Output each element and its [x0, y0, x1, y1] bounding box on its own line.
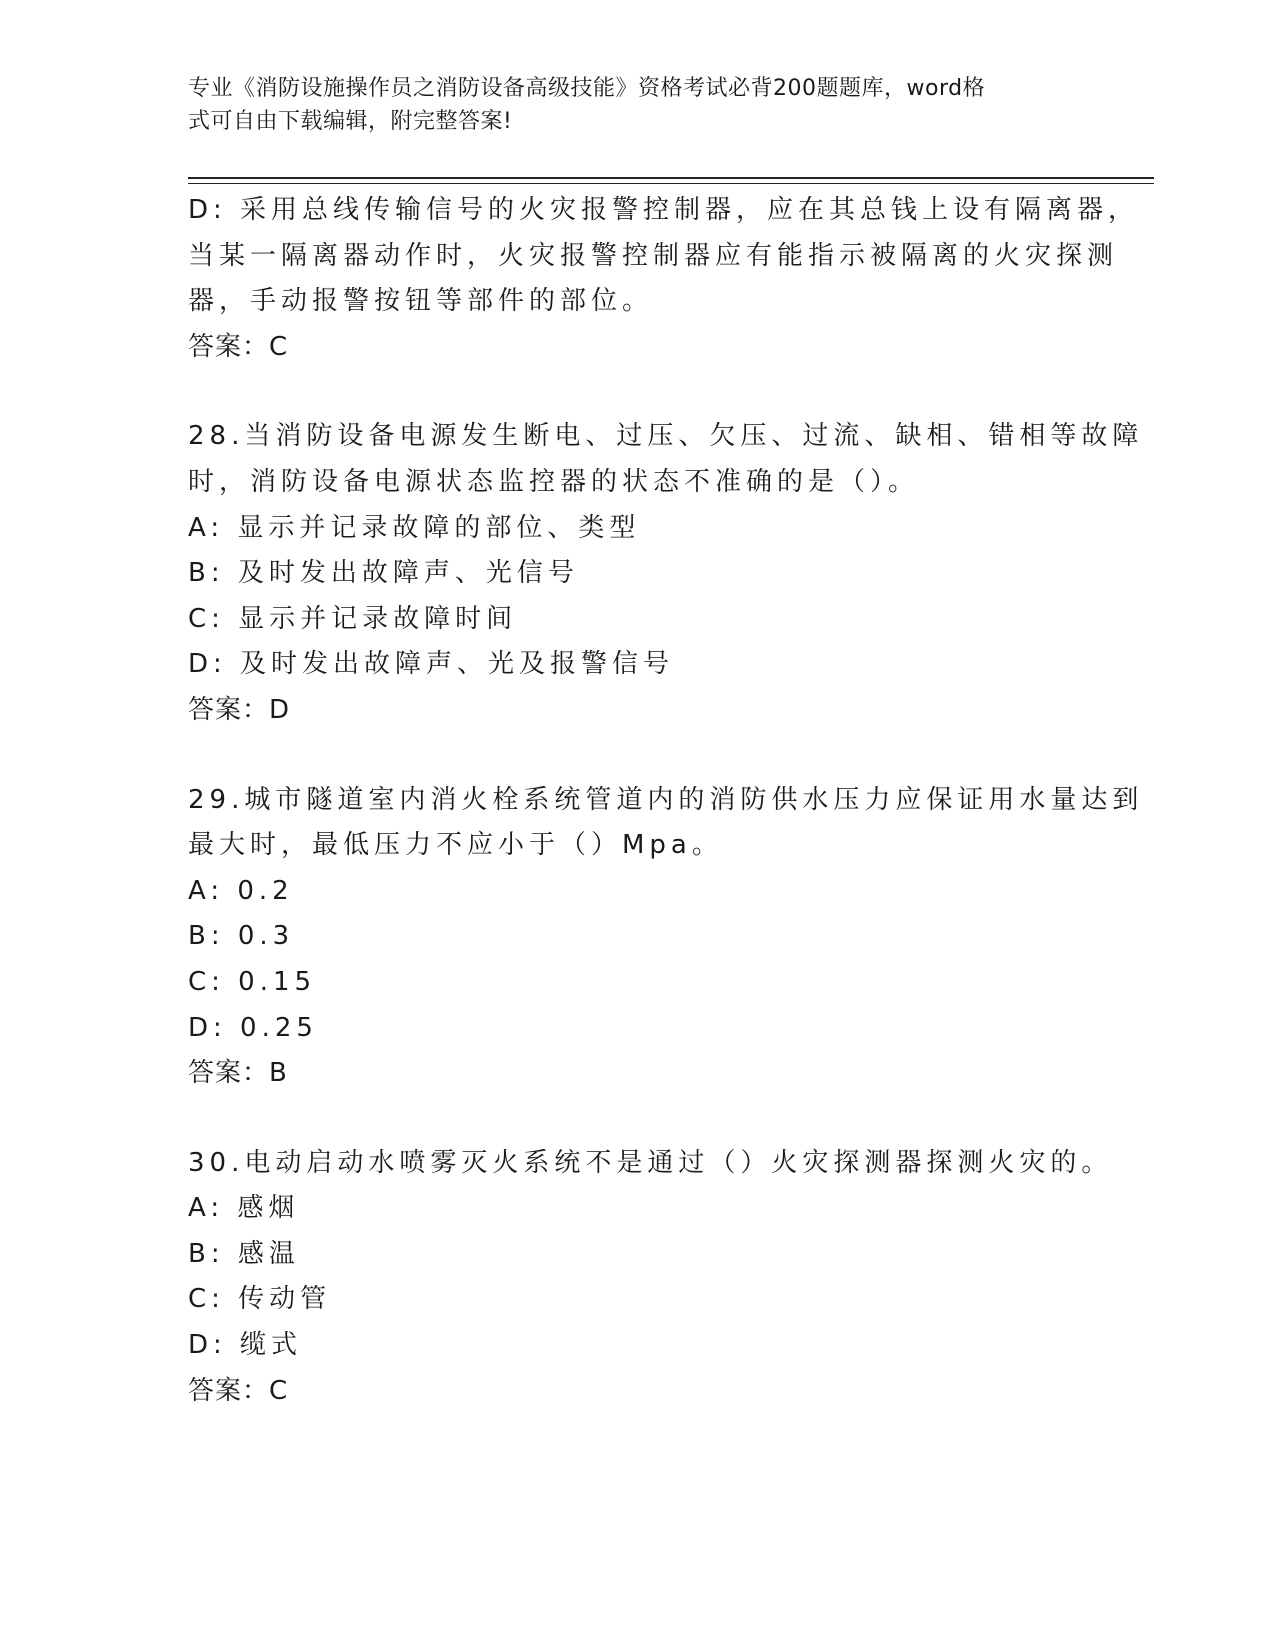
option-a: A: 显示并记录故障的部位、类型	[188, 512, 641, 543]
question-30	[188, 1141, 1113, 1415]
answer-line: 答案：C	[188, 331, 289, 362]
option-a: A: 0.2	[188, 875, 294, 906]
question-stem-line-2: 最大时，最低压力不应小于（）Mpa。	[188, 830, 723, 861]
question-gap	[188, 1097, 1088, 1141]
option-b: B: 感温	[188, 1238, 300, 1269]
answer-line: 答案：C	[188, 1375, 289, 1406]
document-header	[188, 72, 1068, 138]
answer-line: 答案：D	[188, 694, 291, 725]
question-gap	[188, 370, 1088, 414]
question-stem-line-2: 时，消防设备电源状态监控器的状态不准确的是（）。	[188, 466, 920, 497]
header-title-line-1: 专业《消防设施操作员之消防设备高级技能》资格考试必背200题题库，word格	[188, 76, 986, 101]
option-b: B: 0.3	[188, 921, 295, 952]
option-c: C: 传动管	[188, 1284, 332, 1315]
option-c: C: 显示并记录故障时间	[188, 603, 518, 634]
answer-line: 答案：B	[188, 1058, 288, 1089]
question-gap	[188, 734, 1088, 778]
header-divider-thin	[188, 183, 1154, 184]
option-d: D: 缆式	[188, 1330, 303, 1361]
previous-question-tail	[188, 188, 1140, 370]
question-29	[188, 778, 1144, 1097]
option-d: D: 0.25	[188, 1012, 318, 1043]
option-b: B: 及时发出故障声、光信号	[188, 558, 579, 589]
header-divider-thick	[188, 177, 1154, 179]
option-d: D: 及时发出故障声、光及报警信号	[188, 649, 675, 680]
document-body	[188, 188, 1144, 1414]
option-d-line-3: 器，手动报警按钮等部件的部位。	[188, 286, 654, 317]
option-d-line-2: 当某一隔离器动作时，火灾报警控制器应有能指示被隔离的火灾探测	[188, 240, 1119, 271]
question-stem-line-1: 30.电动启动水喷雾灭火系统不是通过（）火灾探测器探测火灾的。	[188, 1147, 1113, 1178]
option-c: C: 0.15	[188, 966, 317, 997]
question-stem-line-1: 29.城市隧道室内消火栓系统管道内的消防供水压力应保证用水量达到	[188, 784, 1144, 815]
option-a: A: 感烟	[188, 1193, 300, 1224]
header-title-line-2: 式可自由下载编辑，附完整答案!	[188, 109, 513, 134]
option-d-line-1: D: 采用总线传输信号的火灾报警控制器，应在其总钱上设有隔离器，	[188, 195, 1140, 225]
question-stem-line-1: 28.当消防设备电源发生断电、过压、欠压、过流、缺相、错相等故障	[188, 421, 1144, 452]
question-28	[188, 414, 1144, 733]
